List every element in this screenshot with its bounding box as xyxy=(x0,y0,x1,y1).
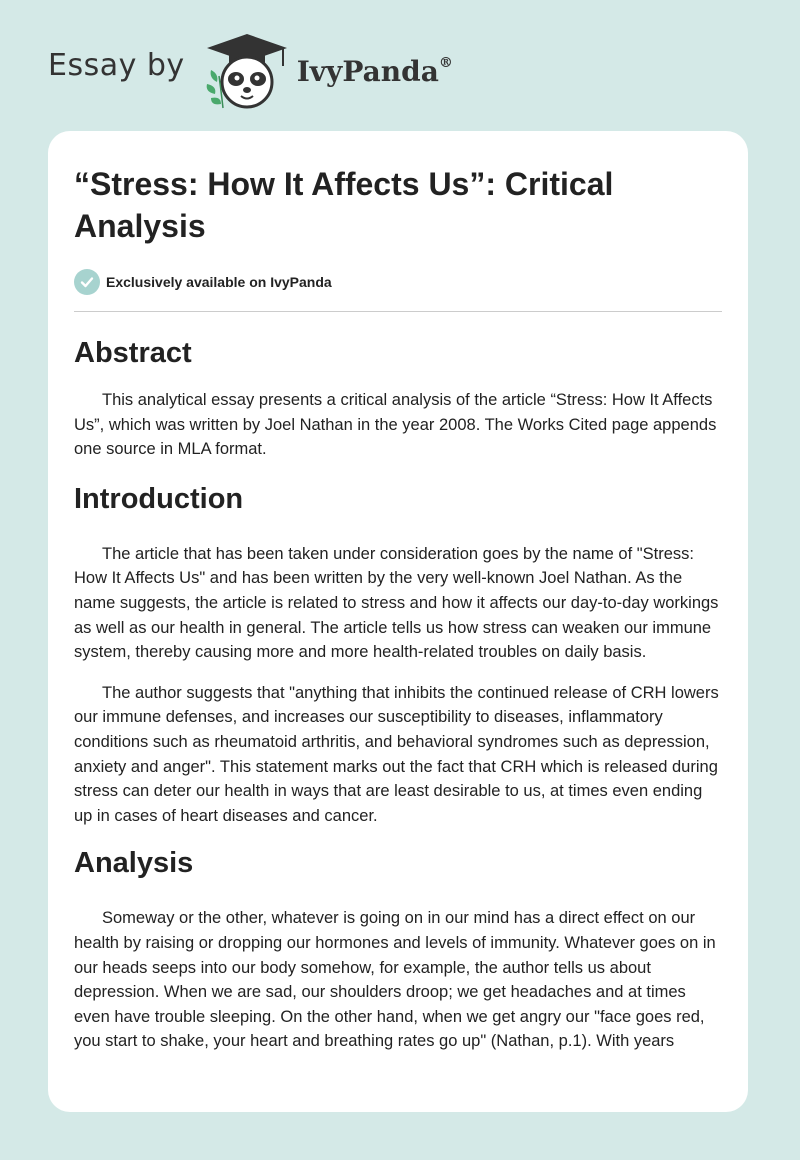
section-introduction xyxy=(74,482,722,829)
paragraph: Someway or the other, whatever is going on in our mind has a direct effect on our health by raising or dropping our hormones and levels of immunity. Whatever goes on in our heads seeps into our body somehow, for example, the author tells us about depression. When we are sad, our shoulders droop; we get headaches and at times even have trouble sleeping. On the other hand, when we get angry our "face goes red, you start to shake, your heart and breathing rates go up" (Nathan, p.1). With years xyxy=(74,909,716,1051)
registered-mark: ® xyxy=(438,54,453,71)
essay-by-label: Essay by xyxy=(48,47,185,83)
page-title: “Stress: How It Affects Us”: Critical Analysis xyxy=(74,166,614,244)
paragraph: The author suggests that "anything that inhibits the continued release of CRH lowers our immune defenses, and increases our susceptibility to diseases, inflammatory conditions such as rheumatoid arthritis, and behavioral syndromes such as depression, anxiety and anger". This statement marks out the fact that CRH which is released during stress can deter our health in ways that are least desirable to us, at times even ending up in cases of heart diseases and cancer. xyxy=(74,683,719,825)
section-analysis xyxy=(74,846,722,1054)
check-icon xyxy=(74,269,100,295)
site-header xyxy=(48,32,453,112)
section-heading: Abstract xyxy=(74,337,192,369)
brand-name[interactable]: IvyPanda® xyxy=(296,54,453,88)
exclusive-label: Exclusively available on IvyPanda xyxy=(106,274,332,290)
essay-card xyxy=(48,131,748,1112)
paragraph: The article that has been taken under consideration goes by the name of "Stress: How It Affects Us" and has been written by the very well-known Joel Nathan. As the name suggests, the article is related to stress and how it affects our day-to-day workings as well as our health in general. The article tells us how stress can weaken our immune system, thereby causing more and more health-related troubles on daily basis. xyxy=(74,544,719,662)
paragraph: This analytical essay presents a critical analysis of the article “Stress: How It Affects Us”, which was written by Joel Nathan in the year 2008. The Works Cited page appends one source in MLA format. xyxy=(74,391,717,459)
exclusive-badge xyxy=(74,269,722,312)
section-heading: Introduction xyxy=(74,482,244,515)
section-abstract xyxy=(74,336,722,462)
panda-logo-icon[interactable] xyxy=(203,32,291,112)
section-heading: Analysis xyxy=(74,847,194,880)
